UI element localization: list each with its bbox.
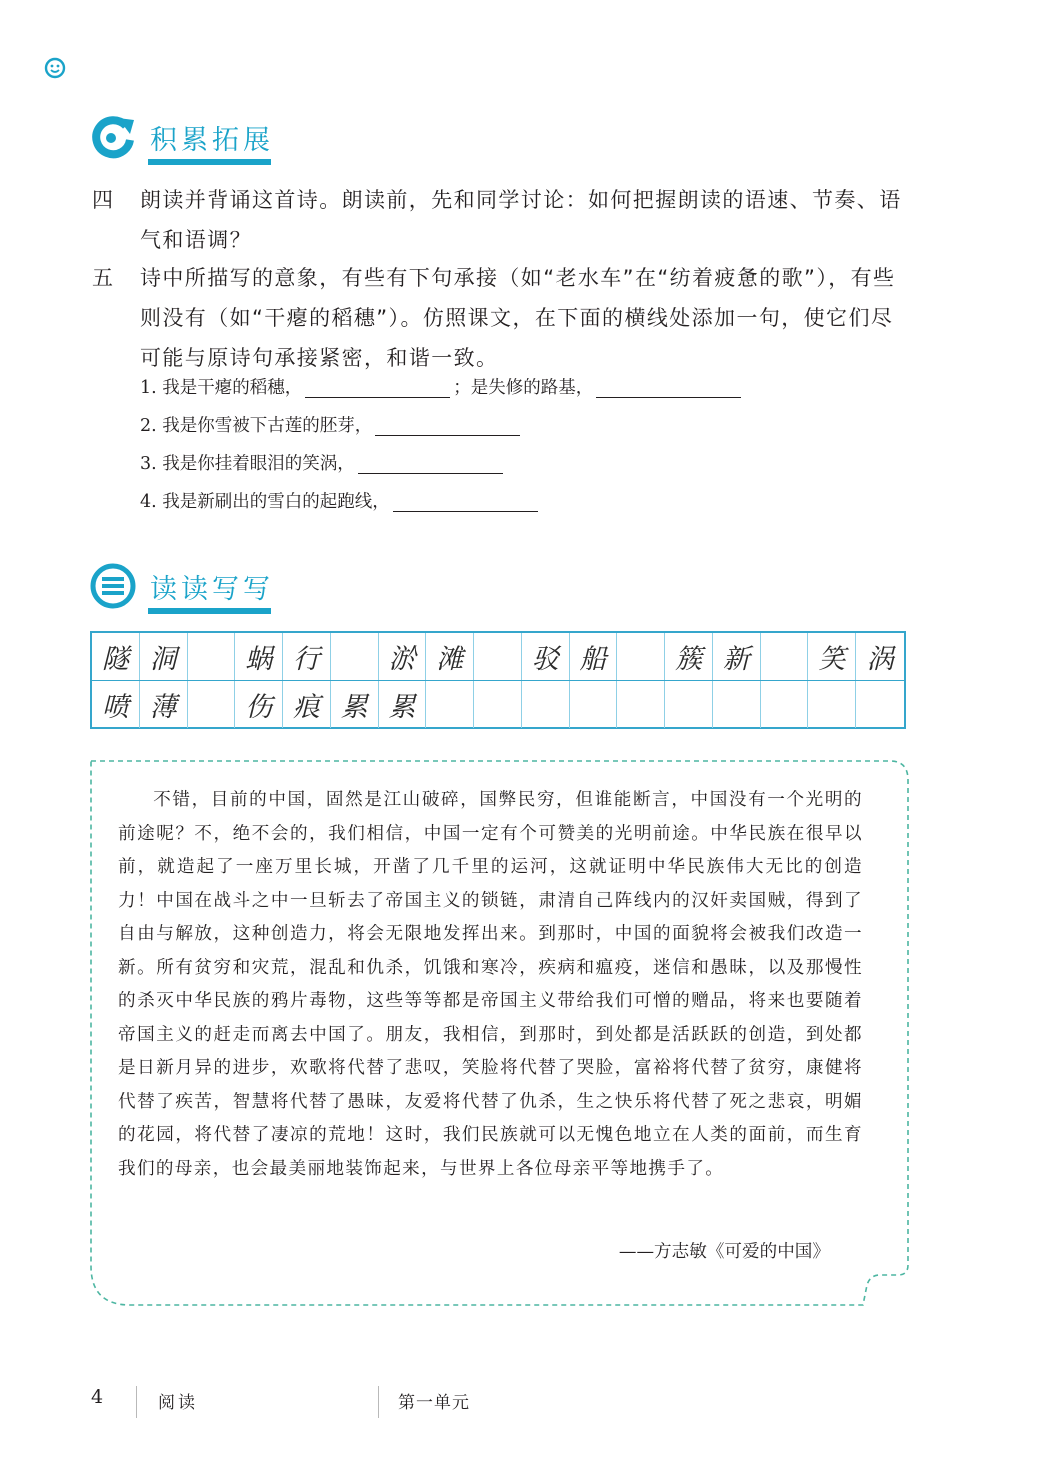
grid-cell: 驳 xyxy=(522,633,570,680)
grid-cell: 薄 xyxy=(140,681,188,728)
title-underline xyxy=(148,608,271,614)
reading-passage: 不错，目前的中国，固然是江山破碎，国弊民穷，但谁能断言，中国没有一个光明的前途呢？不，绝不会的，我们相信，中国一定有个可赞美的光明前途。中华民族在很早以前，就造起了一座万里长城，开凿了几千里的运河，这就证明中华民族伟大无比的创造力！中国在战斗之中一旦斩去了帝国主义的锁链，肃清自己阵线内的汉奸卖国贼，得到了自由与解放，这种创造力，将会无限地发挥出来。到那时，中国的面貌将会被我们改造一新。所有贫穷和灾荒，混乱和仇杀，饥饿和寒冷，疾病和瘟疫，迷信和愚昧，以及那慢性的杀灭中华民族的鸦片毒物，这些等等都是帝国主义带给我们可憎的赠品，将来也要随着帝国主义的赶走而离去中国了。朋友，我相信，到那时，到处都是活跃跃的创造，到处都是日新月异的进步，欢歌将代替了悲叹，笑脸将代替了哭脸，富裕将代替了贫穷，康健将代替了疾苦，智慧将代替了愚昧，友爱将代替了仇杀，生之快乐将代替了死之悲哀，明媚的花园，将代替了凄凉的荒地！这时，我们民族就可以无愧色地立在人类的面前，而生育我们的母亲，也会最美丽地装饰起来，与世界上各位母亲平等地携手了。 xyxy=(118,790,863,1179)
answer-blank[interactable] xyxy=(375,417,520,436)
grid-cell xyxy=(761,633,809,680)
grid-cell: 喷 xyxy=(92,681,140,728)
grid-cell xyxy=(761,681,809,728)
title-underline xyxy=(148,159,271,165)
answer-blank[interactable] xyxy=(305,379,450,398)
exercise-line xyxy=(140,412,523,440)
footer-section: 阅读 xyxy=(158,1393,198,1413)
grid-cell xyxy=(617,681,665,728)
exercise-line xyxy=(140,374,744,402)
question-number: 五 xyxy=(92,266,113,290)
exercise-text: 1. 我是干瘪的稻穗， xyxy=(140,378,303,398)
grid-cell: 累 xyxy=(331,681,379,728)
answer-blank[interactable] xyxy=(358,455,503,474)
grid-cell: 行 xyxy=(283,633,331,680)
grid-cell xyxy=(188,681,236,728)
grid-cell: 淤 xyxy=(379,633,427,680)
grid-cell: 涡 xyxy=(866,644,894,675)
exercise-line xyxy=(140,488,541,516)
page-number: 4 xyxy=(91,1386,104,1408)
exercise-text: 4. 我是新刷出的雪白的起跑线， xyxy=(140,492,390,512)
grid-cell: 笑 xyxy=(808,633,856,680)
answer-blank[interactable] xyxy=(393,493,538,512)
passage-attribution: ——方志敏《可爱的中国》 xyxy=(618,1242,830,1262)
exercise-text: 2. 我是你雪被下古莲的胚芽， xyxy=(140,416,373,436)
grid-cell: 伤 xyxy=(235,681,283,728)
grid-cell: 洞 xyxy=(140,633,188,680)
section-header-accumulate xyxy=(90,114,290,184)
question-number: 四 xyxy=(92,188,113,212)
grid-cell xyxy=(331,633,379,680)
grid-cell xyxy=(522,681,570,728)
footer-divider xyxy=(136,1386,137,1418)
grid-cell: 簇 xyxy=(665,633,713,680)
exercise-text: ；是失修的路基， xyxy=(453,378,594,398)
page-footer xyxy=(0,1384,1044,1420)
section-header-readwrite xyxy=(90,563,290,633)
exercise-line xyxy=(140,450,506,478)
footer-divider xyxy=(378,1386,379,1418)
grid-cell xyxy=(188,633,236,680)
grid-cell: 痕 xyxy=(283,681,331,728)
grid-cell xyxy=(617,633,665,680)
grid-cell: 隧 xyxy=(92,633,140,680)
grid-cell: 滩 xyxy=(426,633,474,680)
grid-cell xyxy=(570,681,618,728)
grid-row xyxy=(92,681,904,728)
refresh-arrow-icon xyxy=(90,114,136,160)
grid-cell xyxy=(665,681,713,728)
exercise-text: 3. 我是你挂着眼泪的笑涡， xyxy=(140,454,355,474)
smiley-icon xyxy=(44,57,66,79)
grid-cell xyxy=(808,681,856,728)
grid-cell: 新 xyxy=(713,633,761,680)
question-text: 朗读并背诵这首诗。朗读前，先和同学讨论：如何把握朗读的语速、节奏、语气和语调？ xyxy=(140,188,902,252)
footer-unit: 第一单元 xyxy=(398,1393,470,1413)
grid-cell xyxy=(856,681,904,728)
question-text: 诗中所描写的意象，有些有下句承接（如“老水车”在“纺着疲惫的歌”），有些则没有（如“干瘪的稻穗”）。仿照课文，在下面的横线处添加一句，使它们尽可能与原诗句承接紧密，和谐一致。 xyxy=(140,266,896,370)
grid-cell xyxy=(426,681,474,728)
menu-lines-icon xyxy=(90,563,136,609)
section-title: 读读写写 xyxy=(150,574,274,605)
answer-blank[interactable] xyxy=(596,379,741,398)
vocabulary-grid xyxy=(90,631,906,729)
grid-cell xyxy=(474,681,522,728)
grid-cell: 蜗 xyxy=(235,633,283,680)
grid-row xyxy=(92,633,904,681)
grid-cell: 船 xyxy=(570,633,618,680)
grid-cell: 累 xyxy=(379,681,427,728)
grid-cell xyxy=(713,681,761,728)
grid-cell xyxy=(474,633,522,680)
section-title: 积累拓展 xyxy=(150,125,274,156)
